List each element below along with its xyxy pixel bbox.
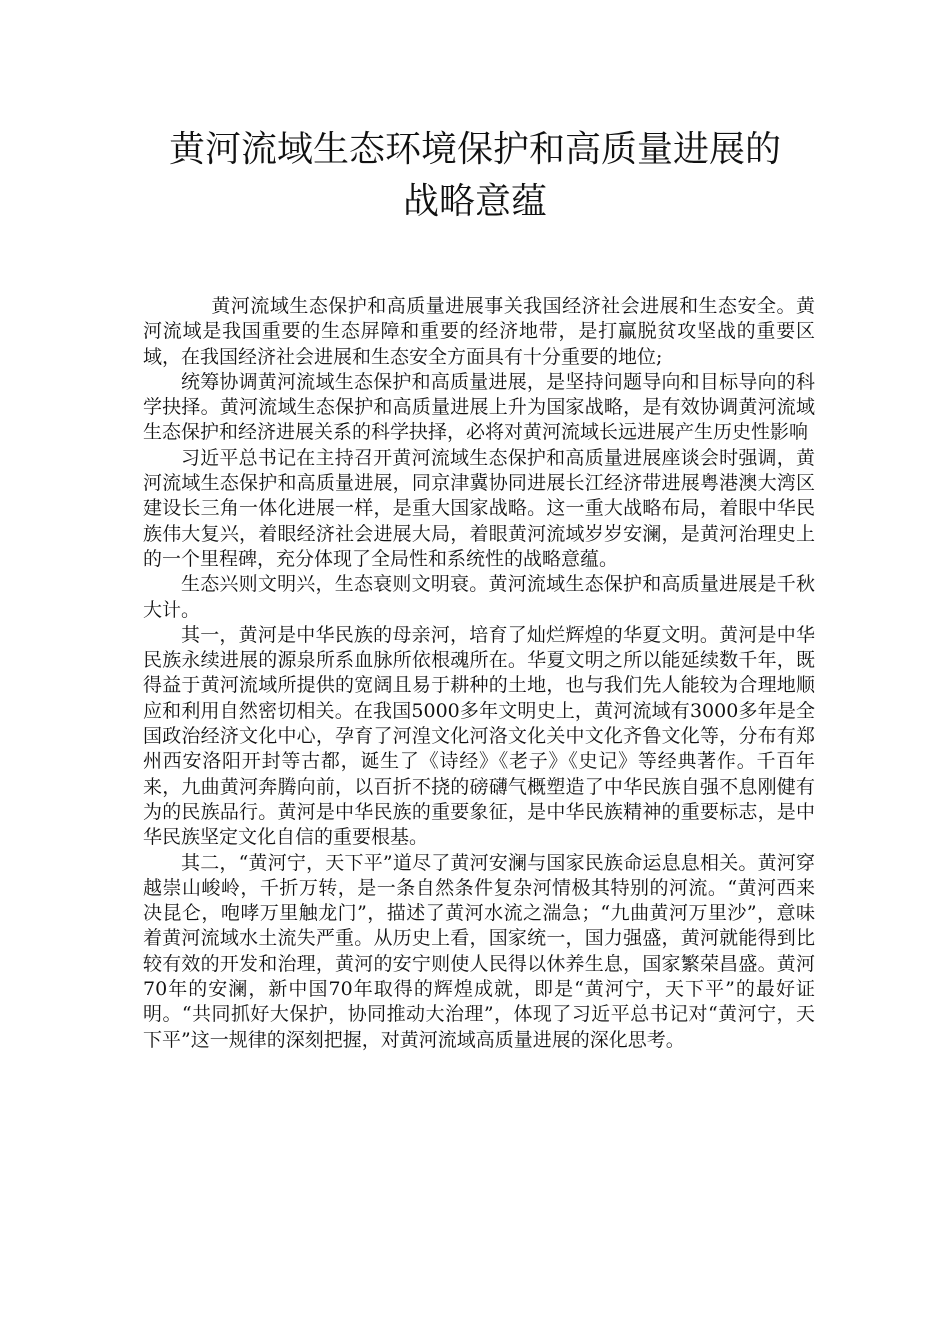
paragraph-5: 其一，黄河是中华民族的母亲河，培育了灿烂辉煌的华夏文明。黄河是中华民族永续进展的源泉所系血脉所依根魂所在。华夏文明之所以能延续数千年，既得益于黄河流域所提供的宽阔且易于耕种的土地，也与我们先人能较为合理地顺应和利用自然密切相关。在我国5000多年文明史上，黄河流域有3000多年是全国政治经济文化中心，孕育了河湟文化河洛文化关中文化齐鲁文化等，分布有郑州西安洛阳开封等古都，诞生了《诗经》《老子》《史记》等经典著作。千百年来，九曲黄河奔腾向前，以百折不挠的磅礴气概塑造了中华民族自强不息刚健有为的民族品行。黄河是中华民族的重要象征，是中华民族精神的重要标志，是中华民族坚定文化自信的重要根基。 bbox=[143, 623, 815, 849]
paragraph-6: 其二，“黄河宁，天下平”道尽了黄河安澜与国家民族命运息息相关。黄河穿越崇山峻岭，千折万转，是一条自然条件复杂河情极其特别的河流。“黄河西来决昆仑，咆哮万里触龙门”，描述了黄河水流之湍急；“九曲黄河万里沙”，意味着黄河流域水土流失严重。从历史上看，国家统一，国力强盛，黄河就能得到比较有效的开发和治理，黄河的安宁则使人民得以休养生息，国家繁荣昌盛。黄河70年的安澜，新中国70年取得的辉煌成就，即是“黄河宁，天下平”的最好证明。“共同抓好大保护，协同推动大治理”，体现了习近平总书记对“黄河宁，天下平”这一规律的深刻把握，对黄河流域高质量进展的深化思考。 bbox=[143, 851, 815, 1051]
title-line-1: 黄河流域生态环境保护和高质量进展的 bbox=[168, 129, 781, 170]
paragraph-1: 黄河流域生态保护和高质量进展事关我国经济社会进展和生态安全。黄河流域是我国重要的生态屏障和重要的经济地带，是打赢脱贫攻坚战的重要区域，在我国经济社会进展和生态安全方面具有十分重要的地位; bbox=[143, 295, 815, 368]
paragraph-3: 习近平总书记在主持召开黄河流域生态保护和高质量进展座谈会时强调，黄河流域生态保护和高质量进展，同京津冀协同进展长江经济带进展粤港澳大湾区建设长三角一体化进展一样，是重大国家战略。这一重大战略布局，着眼中华民族伟大复兴，着眼经济社会进展大局，着眼黄河流域岁岁安澜，是黄河治理史上的一个里程碑，充分体现了全局性和系统性的战略意蕴。 bbox=[143, 446, 815, 570]
document-title bbox=[60, 124, 890, 228]
title-line-2: 战略意蕴 bbox=[402, 181, 547, 222]
paragraph-2: 统筹协调黄河流域生态保护和高质量进展，是坚持问题导向和目标导向的科学抉择。黄河流域生态保护和高质量进展上升为国家战略，是有效协调黄河流域生态保护和经济进展关系的科学抉择，必将对黄河流域长远进展产生历史性影响 bbox=[143, 370, 815, 444]
paragraph-4: 生态兴则文明兴，生态衰则文明衰。黄河流域生态保护和高质量进展是千秋大计。 bbox=[143, 573, 815, 621]
document-body bbox=[143, 294, 815, 1053]
